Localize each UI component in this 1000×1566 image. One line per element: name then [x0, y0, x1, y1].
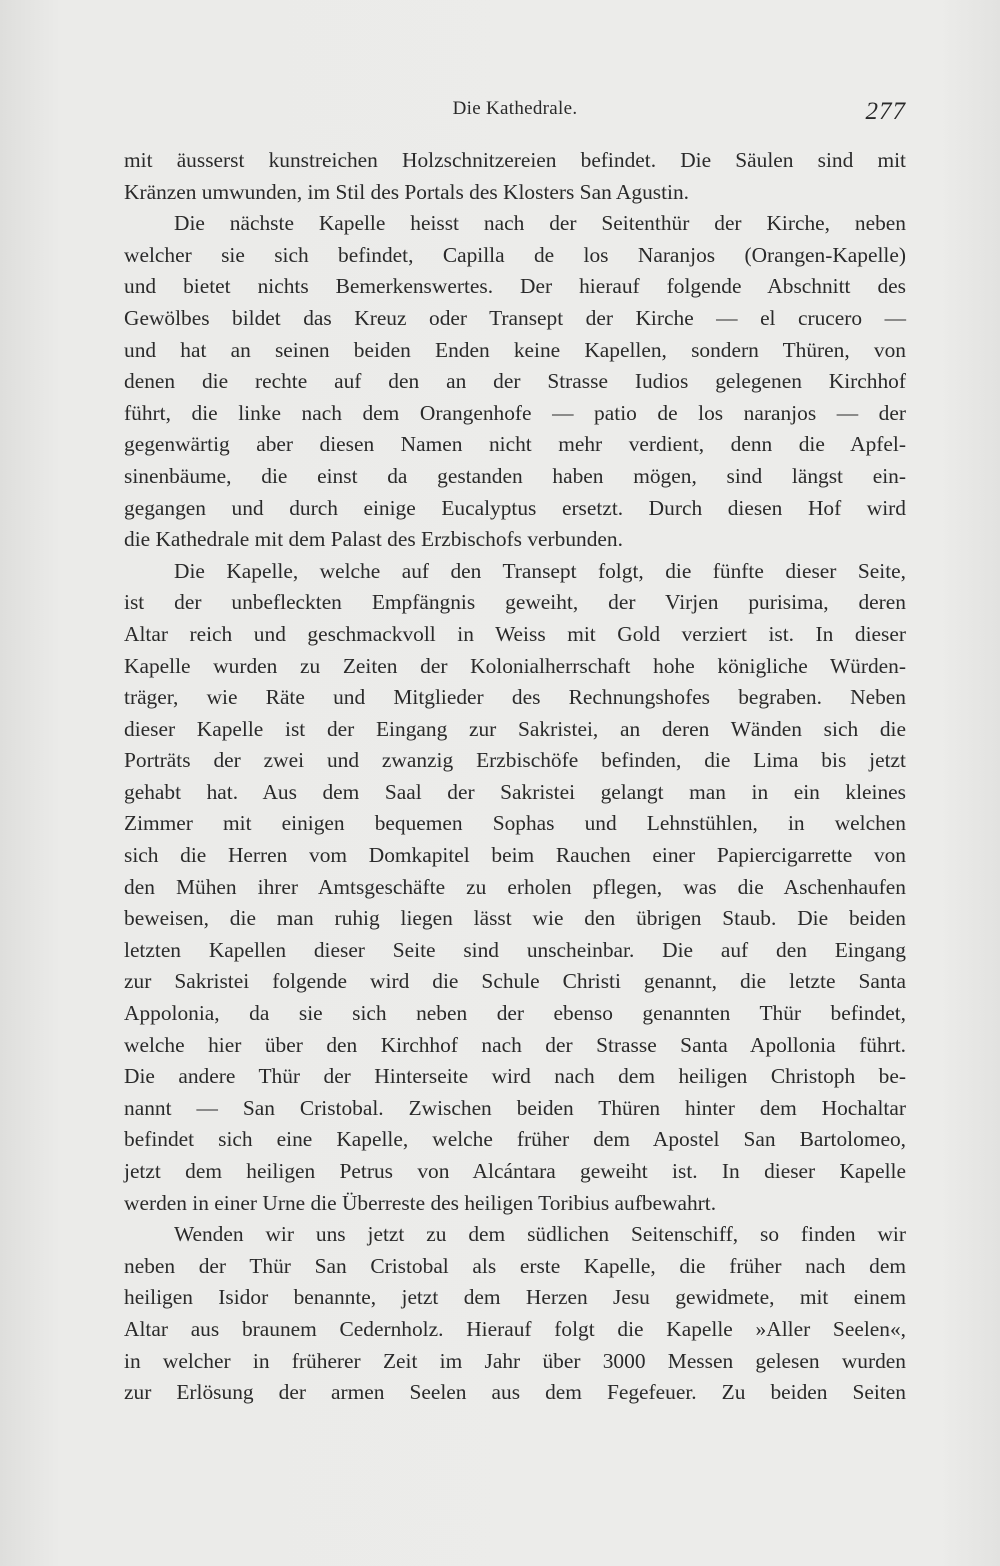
text-line: führt, die linke nach dem Orangenhofe — patio de los naranjos — der	[124, 400, 906, 425]
text-line: Kapelle wurden zu Zeiten der Kolonialherrschaft hohe königliche Würden-	[124, 653, 906, 678]
text-line: gegangen und durch einige Eucalyptus ersetzt. Durch diesen Hof wird	[124, 495, 906, 520]
text-line: letzten Kapellen dieser Seite sind unscheinbar. Die auf den Eingang	[124, 937, 906, 962]
text-line: nannt — San Cristobal. Zwischen beiden Thüren hinter dem Hochaltar	[124, 1095, 906, 1120]
text-line: welche hier über den Kirchhof nach der Strasse Santa Apollonia führt.	[124, 1032, 906, 1057]
text-line: in welcher in früherer Zeit im Jahr über 3000 Messen gelesen wurden	[124, 1348, 906, 1373]
text-line: Die nächste Kapelle heisst nach der Seitenthür der Kirche, neben	[174, 211, 906, 236]
body-text	[124, 145, 906, 1409]
text-line: mit äusserst kunstreichen Holzschnitzereien befindet. Die Säulen sind mit	[124, 148, 906, 172]
text-line: Appolonia, da sie sich neben der ebenso genannten Thür befindet,	[124, 1001, 906, 1026]
text-line: gegenwärtig aber diesen Namen nicht mehr verdient, denn die Apfel-	[124, 432, 906, 457]
text-line: Zimmer mit einigen bequemen Sophas und Lehnstühlen, in welchen	[124, 811, 906, 836]
text-line: zur Erlösung der armen Seelen aus dem Fegefeuer. Zu beiden Seiten	[124, 1380, 906, 1405]
running-head	[124, 92, 906, 132]
text-line: und bietet nichts Bemerkenswertes. Der hierauf folgende Abschnitt des	[124, 274, 906, 299]
text-line: werden in einer Urne die Überreste des heiligen Toribius aufbewahrt.	[124, 1190, 717, 1215]
text-line: gehabt hat. Aus dem Saal der Sakristei gelangt man in ein kleines	[124, 779, 906, 804]
text-line: Altar reich und geschmackvoll in Weiss mit Gold verziert ist. In dieser	[124, 621, 906, 646]
text-line: befindet sich eine Kapelle, welche früher dem Apostel San Bartolomeo,	[124, 1127, 906, 1152]
text-line: und hat an seinen beiden Enden keine Kapellen, sondern Thüren, von	[124, 337, 906, 362]
text-line: welcher sie sich befindet, Capilla de los Naranjos (Orangen-Kapelle)	[124, 242, 906, 267]
text-line: träger, wie Räte und Mitglieder des Rechnungshofes begraben. Neben	[124, 685, 906, 710]
text-line: sinenbäume, die einst da gestanden haben mögen, sind längst ein-	[124, 463, 906, 488]
text-line: Altar aus braunem Cedernholz. Hierauf folgt die Kapelle »Aller Seelen«,	[124, 1316, 906, 1341]
text-line: zur Sakristei folgende wird die Schule Christi genannt, die letzte Santa	[124, 969, 906, 994]
text-line: Gewölbes bildet das Kreuz oder Transept der Kirche — el crucero —	[124, 305, 906, 330]
text-line: Kränzen umwunden, im Stil des Portals des Klosters San Agustin.	[124, 179, 690, 204]
text-line: den Mühen ihrer Amtsgeschäfte zu erholen pflegen, was die Aschenhaufen	[124, 874, 906, 899]
text-line: ist der unbefleckten Empfängnis geweiht, der Virjen purisima, deren	[124, 590, 906, 615]
running-title: Die Kathedrale.	[452, 98, 578, 119]
text-line: dieser Kapelle ist der Eingang zur Sakristei, an deren Wänden sich die	[124, 716, 906, 741]
text-line: denen die rechte auf den an der Strasse Iudios gelegenen Kirchhof	[124, 369, 906, 394]
page-number: 277	[865, 98, 906, 125]
text-line: Porträts der zwei und zwanzig Erzbischöfe befinden, die Lima bis jetzt	[124, 748, 906, 773]
text-line: Die andere Thür der Hinterseite wird nach dem heiligen Christoph be-	[124, 1064, 906, 1089]
text-line: beweisen, die man ruhig liegen lässt wie den übrigen Staub. Die beiden	[124, 906, 906, 931]
text-line: sich die Herren vom Domkapitel beim Rauchen einer Papiercigarrette von	[124, 843, 906, 868]
text-line: jetzt dem heiligen Petrus von Alcántara geweiht ist. In dieser Kapelle	[124, 1159, 906, 1183]
text-line: die Kathedrale mit dem Palast des Erzbischofs verbunden.	[124, 527, 623, 552]
text-line: Wenden wir uns jetzt zu dem südlichen Seitenschiff, so finden wir	[174, 1222, 906, 1247]
text-line: Die Kapelle, welche auf den Transept folgt, die fünfte dieser Seite,	[174, 558, 906, 583]
text-line: heiligen Isidor benannte, jetzt dem Herzen Jesu gewidmete, mit einem	[124, 1285, 906, 1310]
text-line: neben der Thür San Cristobal als erste Kapelle, die früher nach dem	[124, 1253, 906, 1278]
